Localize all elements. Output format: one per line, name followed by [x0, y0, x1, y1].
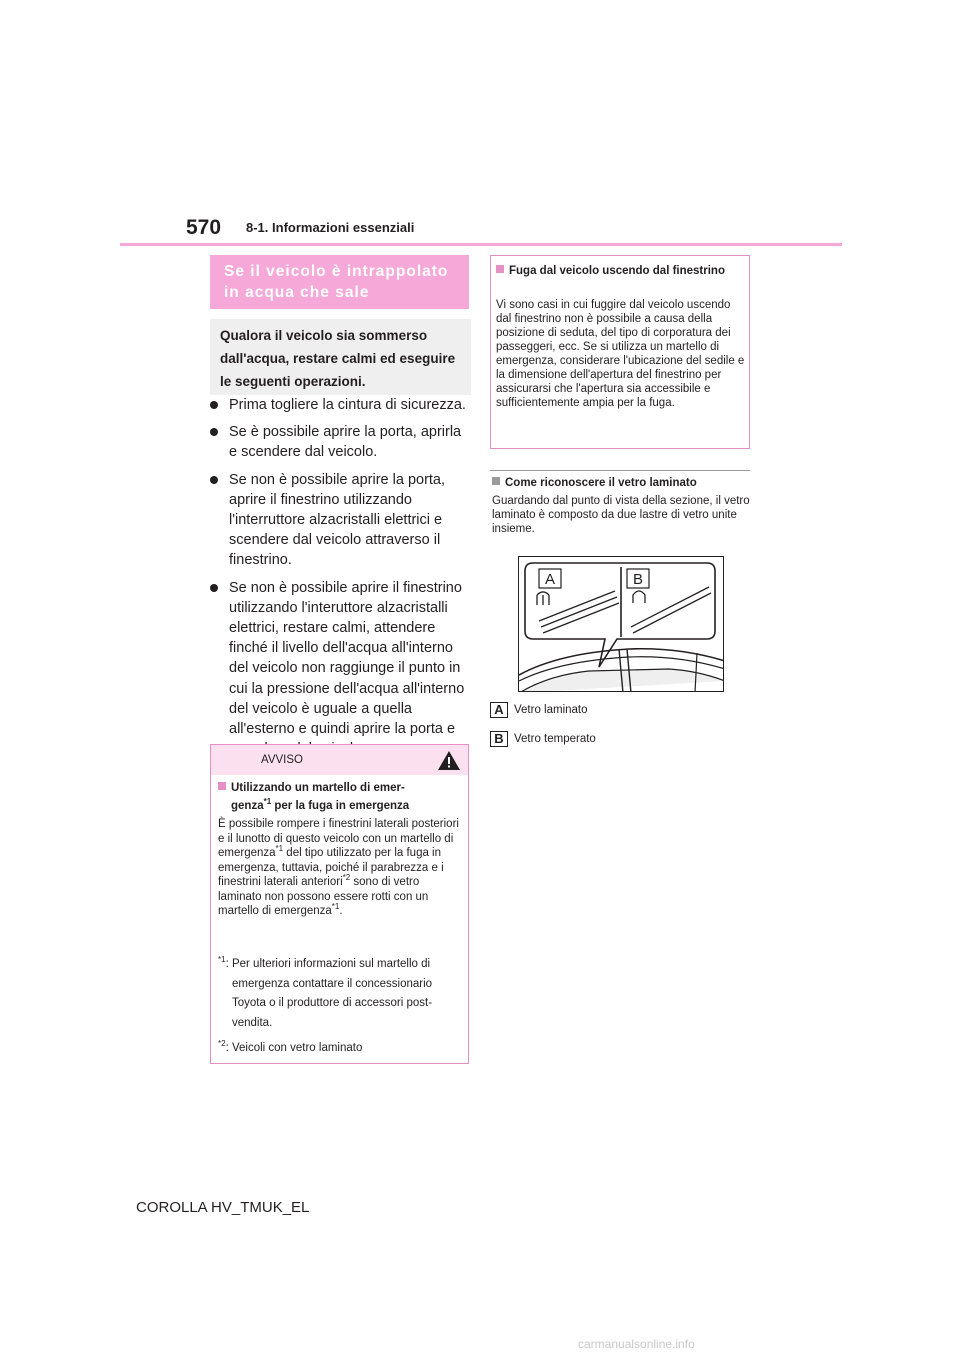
figure-label-a: A	[544, 571, 556, 588]
watermark: carmanualsonline.info	[578, 1337, 695, 1351]
footer-model: COROLLA HV_TMUK_EL	[136, 1199, 310, 1216]
square-bullet-icon	[218, 782, 226, 790]
section-heading	[210, 255, 469, 309]
footnote-1: $^{*1}$: Per ulteriori informazioni sul martello di emergenza contattare il concessionario Toyota o il produttore di accessori post-vendita.	[218, 955, 433, 1029]
bullet-icon	[210, 584, 218, 592]
warning-body: È possibile rompere i finestrini laterali posteriori e il lunotto di questo veicolo con un martello di emergenza$^{*1}$ del tipo utilizzato per la fuga in emergenza, tuttavia, poiché il parabrezza e i finestrini laterali anteriori$^{*2}$ sono di vetro laminato non possono essere rotti con un martello di emergenza$^{*1}$.	[218, 818, 459, 917]
warning-header	[211, 745, 468, 775]
glass-cross-section-image	[519, 557, 724, 692]
header-divider	[120, 243, 842, 246]
intro-text: Qualora il veicolo sia sommerso dall'acqua, restare calmi ed eseguire le seguenti operazioni.	[220, 328, 456, 389]
section-heading-text: Se il veicolo è intrappolato in acqua che sale	[224, 263, 449, 301]
escape-window-body: Vi sono casi in cui fuggire dal veicolo uscendo dal finestrino non è possibile a causa della posizione di seduta, del tipo di corporatura dei passeggeri, ecc. Se si utilizza un martello di emergenza, considerare l'ubicazione del sedile e la dimensione dell'apertura del finestrino per assicurarsi che l'apertura sia accessibile e sufficientemente ampia per la fuga.	[496, 299, 745, 409]
square-bullet-icon	[492, 477, 500, 485]
section-divider	[490, 470, 750, 471]
square-bullet-icon	[496, 265, 504, 273]
escape-window-box	[490, 255, 750, 449]
bullet-icon	[210, 401, 218, 409]
list-item: Se è possibile aprire la porta, aprirla e scendere dal veicolo.	[210, 422, 472, 462]
list-item: Prima togliere la cintura di sicurezza.	[210, 395, 472, 415]
warning-title-cont: genza$^{*1}$ per la fuga in emergenza	[231, 797, 410, 812]
legend-key-b: B	[490, 731, 508, 747]
page-number: 570	[186, 216, 222, 239]
legend-key-a: A	[490, 702, 508, 718]
legend-item-b: B Vetro temperato	[490, 731, 596, 747]
laminate-description: Guardando dal punto di vista della sezione, il vetro laminato è composto da due lastre di vetro unite insieme.	[492, 495, 750, 535]
warning-label: AVVISO	[261, 754, 303, 766]
footnote-2: $^{*2}$: Veicoli con vetro laminato	[218, 1039, 363, 1054]
glass-illustration	[518, 556, 724, 692]
warning-title: Utilizzando un martello di emer-	[218, 781, 463, 795]
laminate-title: Come riconoscere il vetro laminato	[492, 476, 697, 490]
warning-triangle-icon	[437, 750, 461, 771]
list-item: Se non è possibile aprire la porta, aprire il finestrino utilizzando l'interruttore alzacristalli elettrici e scendere dal veicolo attraverso il finestrino.	[210, 470, 472, 571]
list-item: Se non è possibile aprire il finestrino utilizzando l'interuttore alzacristalli elettrici, restare calmi, attendere finché il livello dell'acqua all'interno del veicolo non raggiunge il punto in cui la pressione dell'acqua all'interno del veicolo è uguale a quella all'esterno e quindi aprire la porta e	[210, 578, 472, 760]
figure-label-b: B	[632, 571, 644, 588]
legend-item-a: A Vetro laminato	[490, 702, 588, 718]
warning-box	[210, 744, 469, 1064]
escape-window-title: Fuga dal veicolo uscendo dal finestrino	[496, 264, 736, 278]
instruction-list	[210, 395, 472, 766]
intro-box	[210, 319, 471, 395]
bullet-icon	[210, 476, 218, 484]
bullet-icon	[210, 428, 218, 436]
section-title: 8-1. Informazioni essenziali	[246, 220, 415, 235]
